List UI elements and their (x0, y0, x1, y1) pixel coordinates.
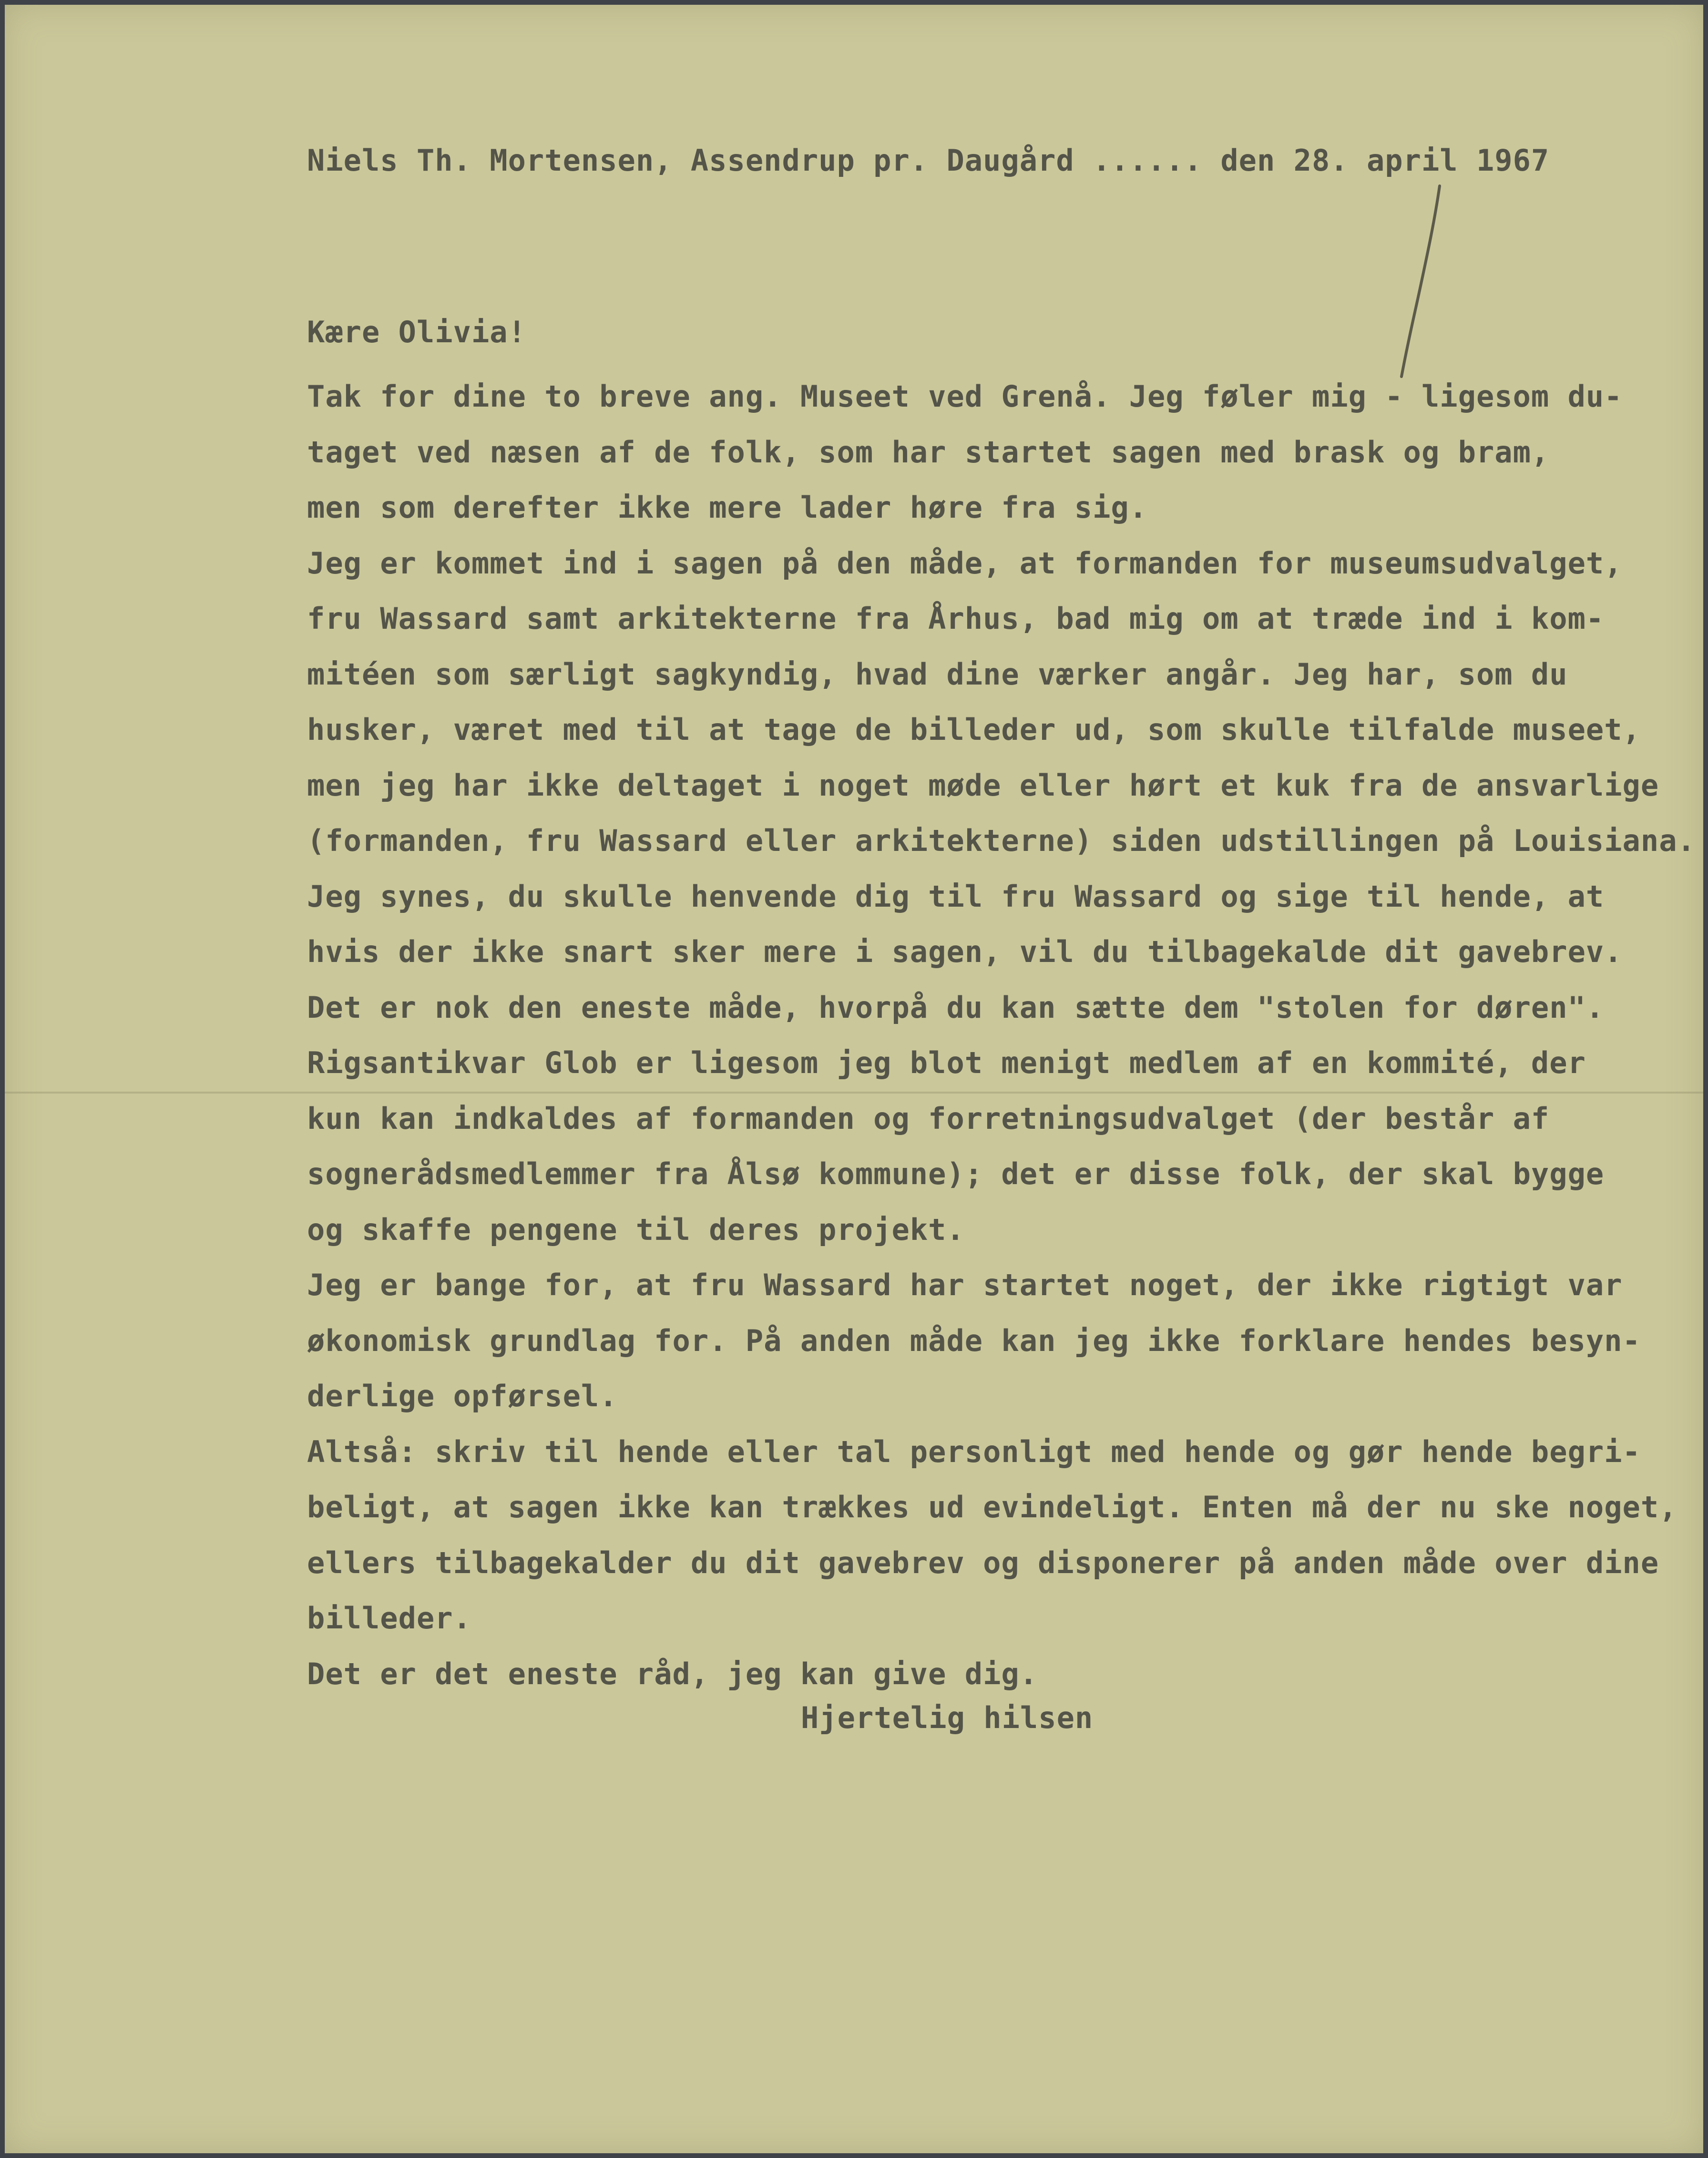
body-line: husker, været med til at tage de billeder ud, som skulle tilfalde museet, (307, 712, 1641, 747)
letter-header: Niels Th. Mortensen, Assendrup pr. Daugård ...... den 28. april 1967 (307, 143, 1550, 178)
body-line: Jeg synes, du skulle henvende dig til fru Wassard og sige til hende, at (307, 879, 1605, 914)
body-line: fru Wassard samt arkitekterne fra Århus, bad mig om at træde ind i kom- (307, 601, 1605, 636)
letter-body (307, 369, 1696, 1702)
body-line: Tak for dine to breve ang. Museet ved Grenå. Jeg føler mig - ligesom du- (307, 379, 1623, 414)
body-line: derlige opførsel. (307, 1379, 618, 1413)
pen-stroke-mark (1382, 181, 1449, 381)
body-line: Rigsantikvar Glob er ligesom jeg blot menigt medlem af en kommité, der (307, 1045, 1586, 1080)
body-line: Jeg er bange for, at fru Wassard har startet noget, der ikke rigtigt var (307, 1268, 1623, 1302)
body-line: Det er det eneste råd, jeg kan give dig. (307, 1656, 1038, 1691)
body-line: mitéen som særligt sagkyndig, hvad dine værker angår. Jeg har, som du (307, 656, 1568, 692)
body-line: kun kan indkaldes af formanden og forretningsudvalget (der består af (307, 1101, 1550, 1136)
body-line: Jeg er kommet ind i sagen på den måde, at formanden for museumsudvalget, (307, 545, 1623, 581)
body-line: økonomisk grundlag for. På anden måde kan jeg ikke forklare hendes besyn- (307, 1323, 1641, 1358)
body-line: Altså: skriv til hende eller tal personligt med hende og gør hende begri- (307, 1434, 1641, 1469)
body-line: Det er nok den eneste måde, hvorpå du kan sætte dem "stolen for døren". (307, 990, 1605, 1025)
body-line: beligt, at sagen ikke kan trækkes ud evindeligt. Enten må der nu ske noget, (307, 1490, 1677, 1524)
letter-closing: Hjertelig hilsen (801, 1700, 1094, 1735)
body-line: og skaffe pengene til deres projekt. (307, 1212, 965, 1247)
body-line: ellers tilbagekalder du dit gavebrev og disponerer på anden måde over dine (307, 1545, 1659, 1580)
body-line: hvis der ikke snart sker mere i sagen, vil du tilbagekalde dit gavebrev. (307, 934, 1623, 969)
body-line: men jeg har ikke deltaget i noget møde eller hørt et kuk fra de ansvarlige (307, 767, 1659, 803)
letter-salutation: Kære Olivia! (307, 315, 526, 349)
body-line: sognerådsmedlemmer fra Ålsø kommune); det er disse folk, der skal bygge (307, 1156, 1605, 1191)
body-line: billeder. (307, 1601, 471, 1636)
body-line: (formanden, fru Wassard eller arkitekterne) siden udstillingen på Louisiana. (307, 823, 1696, 858)
body-line: men som derefter ikke mere lader høre fra sig. (307, 490, 1148, 525)
body-line: taget ved næsen af de folk, som har startet sagen med brask og bram, (307, 434, 1550, 470)
